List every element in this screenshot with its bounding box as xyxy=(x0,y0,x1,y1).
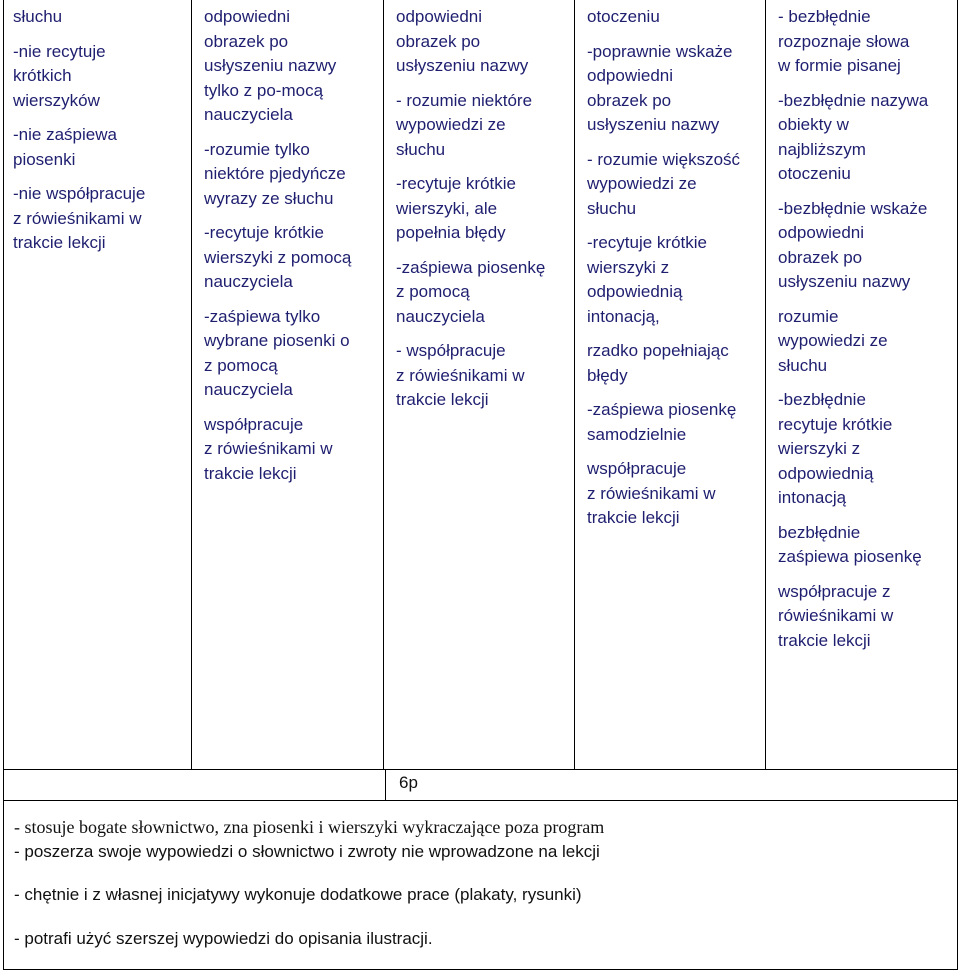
column-5-line: wierszyki z xyxy=(778,439,861,458)
grade-cell xyxy=(385,770,959,800)
column-5-line: rozumie xyxy=(778,306,839,326)
column-2-line: -recytuje krótkie xyxy=(204,223,324,242)
column-2-line: niektóre pjedyńcze xyxy=(204,164,346,183)
column-5-line: współpracuje z xyxy=(778,581,891,601)
column-4-line: obrazek po xyxy=(587,90,672,110)
column-4-line: -recytuje krótkie xyxy=(587,233,707,252)
column-2-line: nauczyciela xyxy=(204,380,293,399)
column-5-line: intonacją xyxy=(778,488,847,507)
column-2-line: trakcie lekcji xyxy=(204,463,297,483)
column-2-line: usłyszeniu nazwy xyxy=(204,56,337,75)
column-3-line: nauczyciela xyxy=(396,306,485,326)
column-5-line: rówieśnikami w xyxy=(778,606,894,625)
column-1-line: -nie zaśpiewa xyxy=(13,125,117,144)
column-3-line: popełnia błędy xyxy=(396,223,506,242)
column-4-line: samodzielnie xyxy=(587,424,687,444)
column-4-line: odpowiednią xyxy=(587,282,683,301)
column-4-line: -zaśpiewa piosenkę xyxy=(587,400,737,419)
requirement-line-2: - poszerza swoje wypowiedzi o słownictwo i zwroty nie wprowadzone na lekcji xyxy=(14,842,600,861)
column-4-line: odpowiedni xyxy=(587,66,674,85)
column-5-line: obiekty w xyxy=(778,115,849,134)
column-1-line: piosenki xyxy=(13,149,76,169)
column-4-line: słuchu xyxy=(587,198,637,218)
column-5-line: - bezbłędnie xyxy=(778,7,871,26)
column-3-line: usłyszeniu nazwy xyxy=(396,56,529,75)
table-frame xyxy=(3,0,958,770)
column-3-line: z pomocą xyxy=(396,282,470,301)
column-2-line: współpracuje xyxy=(204,414,304,434)
column-4-line: -poprawnie wskaże xyxy=(587,41,733,61)
column-2-line: -rozumie tylko xyxy=(204,139,310,159)
column-3-line: słuchu xyxy=(396,139,446,159)
column-5-line: usłyszeniu nazwy xyxy=(778,272,911,291)
column-5-line: rozpoznaje słowa xyxy=(778,31,910,51)
column-2-line: z rówieśnikami w xyxy=(204,439,333,458)
column-4-line: usłyszeniu nazwy xyxy=(587,115,720,134)
column-5-line: w formie pisanej xyxy=(778,56,901,75)
column-4-line: otoczeniu xyxy=(587,7,660,26)
column-2-line: wybrane piosenki o xyxy=(204,331,350,350)
column-3-line: obrazek po xyxy=(396,31,481,51)
column-2-line: wyrazy ze słuchu xyxy=(204,188,334,208)
column-5-line: odpowiedni xyxy=(778,223,865,242)
column-1-line: słuchu xyxy=(13,7,63,26)
column-3-line: - rozumie niektóre xyxy=(396,90,533,110)
column-1-line: wierszyków xyxy=(13,90,100,110)
column-3-line: -recytuje krótkie xyxy=(396,174,516,193)
column-5-line: wypowiedzi ze xyxy=(778,331,888,350)
column-5-line: zaśpiewa piosenkę xyxy=(778,547,922,566)
column-3-line: -zaśpiewa piosenkę xyxy=(396,257,546,277)
column-5-line: -bezbłędnie wskaże xyxy=(778,198,928,218)
column-5-line: -bezbłędnie nazywa xyxy=(778,90,929,110)
column-4-line: błędy xyxy=(587,365,628,385)
column-5-line: odpowiednią xyxy=(778,463,874,483)
column-3-line: z rówieśnikami w xyxy=(396,365,525,385)
column-1-line: krótkich xyxy=(13,66,72,85)
requirement-line-4: - potrafi użyć szerszej wypowiedzi do opisania ilustracji. xyxy=(14,929,433,948)
column-4-line: intonacją, xyxy=(587,306,660,326)
column-4-line: rzadko popełniając xyxy=(587,341,729,360)
requirements-box xyxy=(3,800,958,970)
column-3-line: odpowiedni xyxy=(396,7,483,26)
column-5-line: obrazek po xyxy=(778,247,863,267)
column-3-line: wierszyki, ale xyxy=(396,198,498,218)
grade-row xyxy=(3,770,958,800)
column-5-line: -bezbłędnie xyxy=(778,390,866,409)
column-5-line: najbliższym xyxy=(778,139,866,159)
column-2-line: odpowiedni xyxy=(204,7,291,26)
column-5-line: trakcie lekcji xyxy=(778,630,871,650)
column-2-line: obrazek po xyxy=(204,31,289,51)
column-2-line: z pomocą xyxy=(204,355,278,375)
column-2-line: nauczyciela xyxy=(204,105,293,124)
requirement-line-3: - chętnie i z własnej inicjatywy wykonuje dodatkowe prace (plakaty, rysunki) xyxy=(14,885,582,904)
column-1-line: -nie recytuje xyxy=(13,41,106,61)
column-2-line: -zaśpiewa tylko xyxy=(204,306,321,326)
column-4-line: wierszyki z xyxy=(587,257,670,277)
column-4-line: - rozumie większość xyxy=(587,149,741,169)
column-1-line: trakcie lekcji xyxy=(13,233,106,252)
column-2-line: nauczyciela xyxy=(204,272,293,291)
column-5-line: otoczeniu xyxy=(778,164,851,183)
column-2-line: tylko z po-mocą xyxy=(204,80,324,100)
requirement-line-1: - stosuje bogate słownictwo, zna piosenki i wierszyki wykraczające poza program xyxy=(14,817,605,837)
column-3-line: wypowiedzi ze xyxy=(396,115,506,134)
column-4-line: z rówieśnikami w xyxy=(587,483,716,503)
column-1-line: -nie współpracuje xyxy=(13,184,146,203)
column-5-line: recytuje krótkie xyxy=(778,414,893,434)
column-4-line: wypowiedzi ze xyxy=(587,174,697,193)
column-1-line: z rówieśnikami w xyxy=(13,208,142,228)
grade-label: 6p xyxy=(399,773,418,792)
column-5-line: bezbłędnie xyxy=(778,522,861,542)
column-2-line: wierszyki z pomocą xyxy=(204,247,352,267)
column-5-line: słuchu xyxy=(778,355,828,375)
column-4-line: trakcie lekcji xyxy=(587,508,680,527)
column-3-line: trakcie lekcji xyxy=(396,390,489,409)
column-3-line: - współpracuje xyxy=(396,341,506,360)
column-4-line: współpracuje xyxy=(587,459,687,478)
